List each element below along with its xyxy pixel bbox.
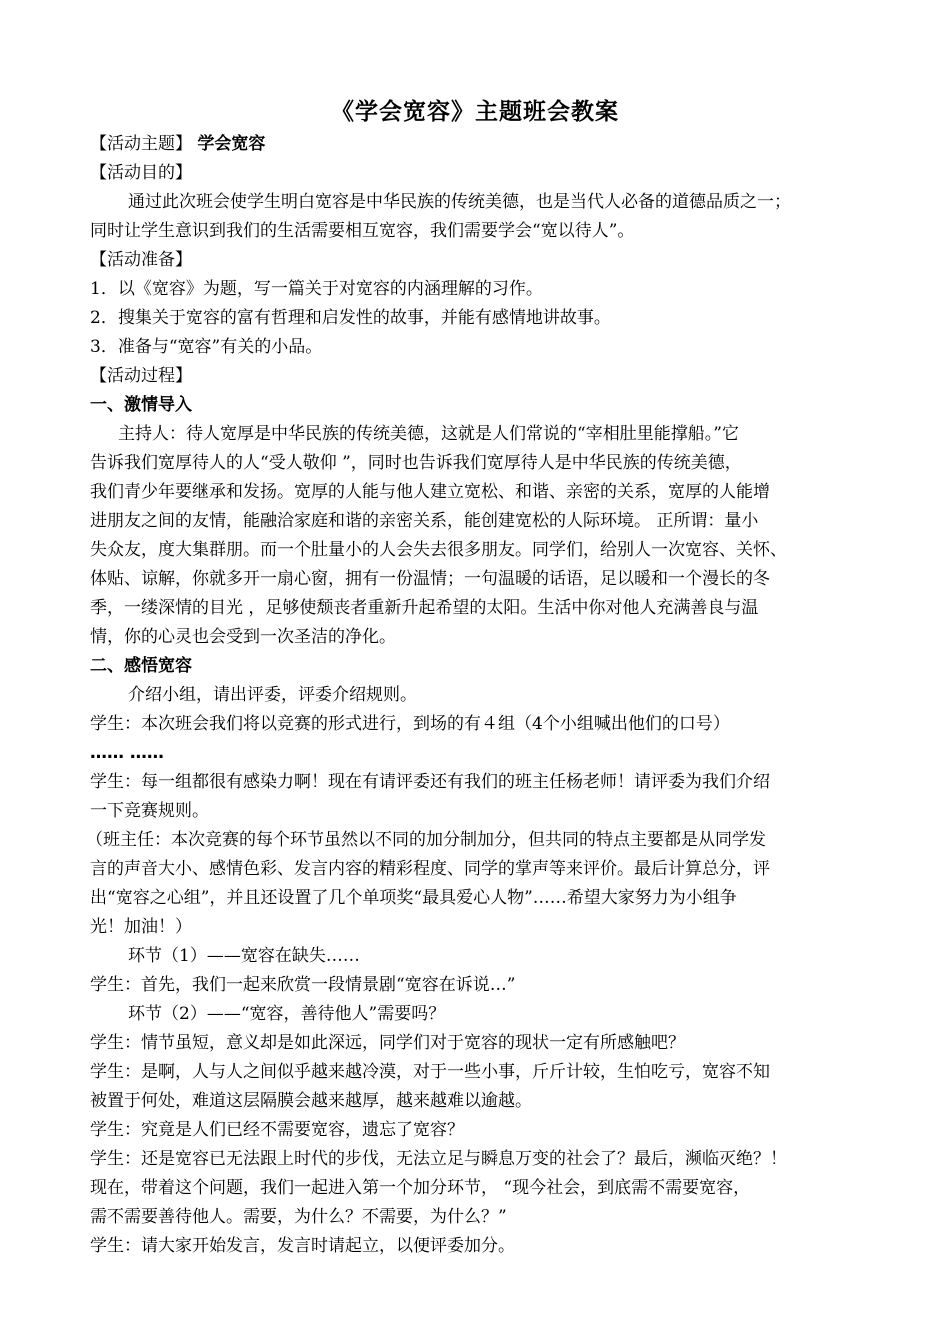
purpose-paragraph-line: 同时让学生意识到我们的生活需要相互宽容，我们需要学会“宽以待人”。 <box>90 221 635 241</box>
prep-item: 3．准备与“宽容”有关的小品。 <box>90 337 323 357</box>
s2-line: …… …… <box>90 743 164 763</box>
theme-label: 【活动主题】 <box>90 134 192 154</box>
s2-line: 被置于何处，难道这层隔膜会越来越厚，越来越难以逾越。 <box>90 1091 532 1111</box>
s1-line: 告诉我们宽厚待人的人“受人敬仰 ”，同时也告诉我们宽厚待人是中华民族的传统美德， <box>90 453 742 473</box>
s2-line: 学生：究竟是人们已经不需要宽容，遗忘了宽容？ <box>90 1120 464 1140</box>
s1-line: 情，你的心灵也会受到一次圣洁的净化。 <box>90 627 396 647</box>
s2-line: 环节（2）——“宽容，善待他人”需要吗？ <box>128 1004 446 1024</box>
s1-line: 主持人：待人宽厚是中华民族的传统美德，这就是人们常说的“宰相肚里能撑船。”它 <box>118 424 739 444</box>
s2-line: 出“宽容之心组”，并且还设置了几个单项奖“最具爱心人物”……希望大家努力为小组争 <box>90 888 737 908</box>
s2-line: 学生：请大家开始发言，发言时请起立，以便评委加分。 <box>90 1236 515 1256</box>
s2-line: 学生：是啊，人与人之间似乎越来越冷漠，对于一些小事，斤斤计较，生怕吃亏，宽容不知 <box>90 1062 770 1082</box>
purpose-paragraph-line: 通过此次班会使学生明白宽容是中华民族的传统美德，也是当代人必备的道德品质之一； <box>128 192 791 212</box>
s2-line: 言的声音大小、感情色彩、发言内容的精彩程度、同学的掌声等来评价。最后计算总分，评 <box>90 859 770 879</box>
s2-line: 需不需要善待他人。需要，为什么？不需要，为什么？” <box>90 1207 507 1227</box>
s2-line: 学生：情节虽短，意义却是如此深远，同学们对于宽容的现状一定有所感触吧？ <box>90 1033 685 1053</box>
s1-line: 失众友，度大集群朋。而一个肚量小的人会失去很多朋友。同学们，给别人一次宽容、关怀、 <box>90 540 787 560</box>
page-title: 《学会宽容》主题班会教案 <box>331 99 619 125</box>
s2-line: 现在，带着这个问题，我们一起进入第一个加分环节， “现今社会，到底需不需要宽容， <box>90 1178 751 1198</box>
process-label: 【活动过程】 <box>90 366 192 386</box>
s2-line: 学生：还是宽容已无法跟上时代的步伐，无法立足与瞬息万变的社会了？最后，濒临灭绝？！ <box>90 1149 787 1169</box>
s1-line: 我们青少年要继承和发扬。宽厚的人能与他人建立宽松、和谐、亲密的关系，宽厚的人能增 <box>90 482 770 502</box>
s1-line: 进朋友之间的友情，能融洽家庭和谐的亲密关系，能创建宽松的人际环境。 正所谓：量小 <box>90 511 759 531</box>
s2-line: 学生：首先，我们一起来欣赏一段情景剧“宽容在诉说…” <box>90 975 516 995</box>
prep-item: 2．搜集关于宽容的富有哲理和启发性的故事，并能有感情地讲故事。 <box>90 308 611 328</box>
s2-line: 一下竞赛规则。 <box>90 801 209 821</box>
s2-line: 介绍小组，请出评委，评委介绍规则。 <box>128 685 417 705</box>
s2-line: 环节（1）——宽容在缺失…… <box>128 946 360 966</box>
s2-line: 学生：本次班会我们将以竞赛的形式进行，到场的有４组（4个小组喊出他们的口号） <box>90 714 730 734</box>
section-heading: 二、感悟宽容 <box>90 656 192 676</box>
prep-item: 1．以《宽容》为题，写一篇关于对宽容的内涵理解的习作。 <box>90 279 543 299</box>
s2-line: （班主任：本次竞赛的每个环节虽然以不同的加分制加分，但共同的特点主要都是从同学发 <box>86 830 766 850</box>
s2-line: 光！加油！） <box>90 917 192 937</box>
theme-row <box>90 131 265 157</box>
purpose-label: 【活动目的】 <box>90 163 192 183</box>
s2-line: 学生：每一组都很有感染力啊！现在有请评委还有我们的班主任杨老师！请评委为我们介绍 <box>90 772 770 792</box>
s1-line: 体贴、谅解，你就多开一扇心窗，拥有一份温情；一句温暖的话语，足以暖和一个漫长的冬 <box>90 569 770 589</box>
s1-line: 季，一缕深情的目光 ，足够使颓丧者重新升起希望的太阳。生活中你对他人充满善良与温 <box>90 598 759 618</box>
section-heading: 一、激情导入 <box>90 395 192 415</box>
theme-value: 学会宽容 <box>197 134 266 154</box>
prep-label: 【活动准备】 <box>90 250 192 270</box>
